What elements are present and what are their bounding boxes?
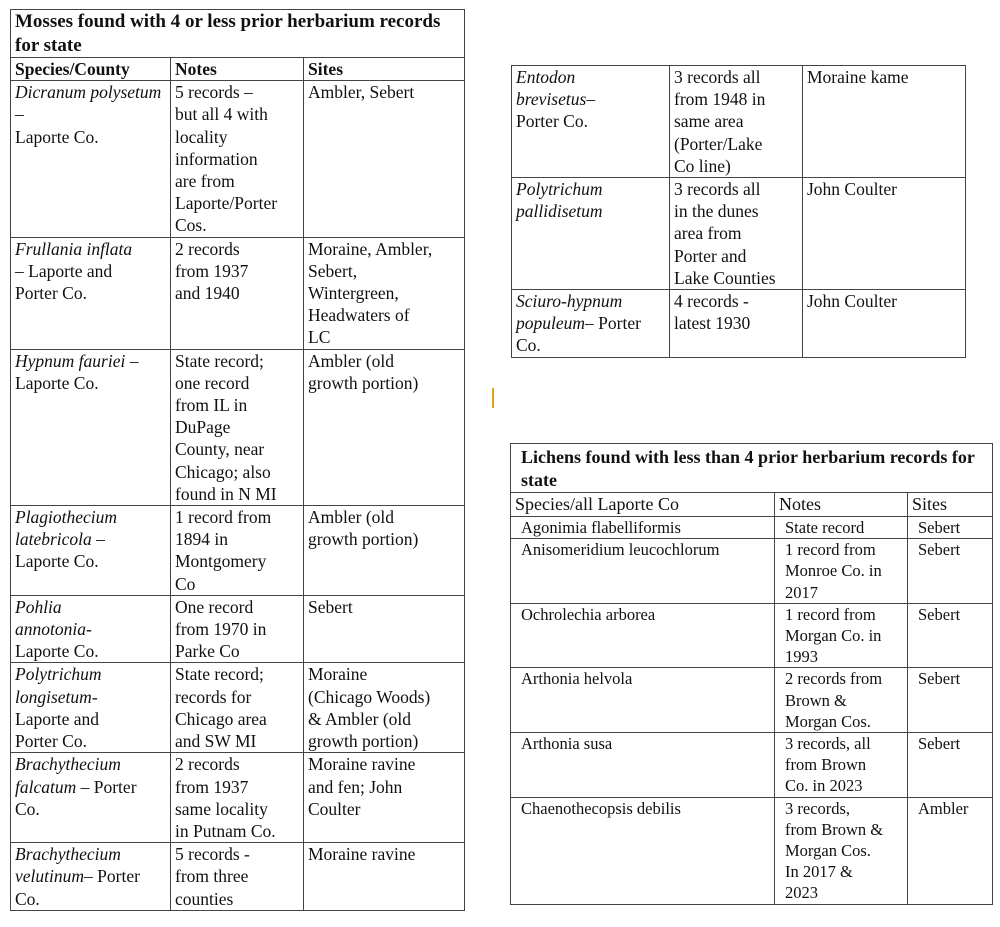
table-row bbox=[511, 668, 993, 733]
column-header-notes: Notes bbox=[171, 58, 304, 81]
sites-cell: Sebert bbox=[908, 603, 993, 668]
species-name: Polytrichum longisetum bbox=[15, 664, 102, 707]
notes-cell: 3 records, all from Brown Co. in 2023 bbox=[775, 733, 908, 798]
header-row bbox=[11, 58, 465, 81]
sites-cell: Moraine kame bbox=[803, 66, 966, 178]
county-text: – Laporte Co. bbox=[15, 104, 99, 147]
column-header-sites: Sites bbox=[908, 493, 993, 517]
species-name: Frullania inflata bbox=[15, 238, 133, 259]
species-cell: Arthonia susa bbox=[511, 733, 775, 798]
species-cell bbox=[11, 349, 171, 505]
notes-cell: 1 record from 1894 in Montgomery Co bbox=[171, 506, 304, 596]
county-text: – Laporte Co. bbox=[15, 350, 139, 393]
mosses-table-continued bbox=[511, 65, 966, 358]
table-row bbox=[511, 797, 993, 904]
notes-cell: One record from 1970 in Parke Co bbox=[171, 595, 304, 663]
notes-cell: 3 records all from 1948 in same area (Porter/Lake Co line) bbox=[670, 66, 803, 178]
county-text: – Porter Co. bbox=[516, 89, 596, 132]
species-cell bbox=[11, 663, 171, 753]
table-row bbox=[11, 753, 465, 843]
notes-cell: 1 record from Monroe Co. in 2017 bbox=[775, 539, 908, 604]
species-name: Entodon brevisetus bbox=[516, 67, 587, 110]
lichens-table bbox=[510, 443, 993, 905]
sites-cell: John Coulter bbox=[803, 178, 966, 290]
county-text: - Laporte and Porter Co. bbox=[15, 686, 100, 752]
table-row bbox=[511, 733, 993, 798]
species-cell: Anisomeridium leucochlorum bbox=[511, 539, 775, 604]
county-text: – Porter Co. bbox=[516, 313, 641, 356]
species-cell bbox=[11, 237, 171, 349]
species-cell: Agonimia flabelliformis bbox=[511, 517, 775, 539]
sites-cell: Sebert bbox=[304, 595, 465, 663]
table-row bbox=[11, 506, 465, 596]
header-row bbox=[511, 493, 993, 517]
county-text: – Laporte and Porter Co. bbox=[15, 260, 113, 304]
species-cell bbox=[11, 81, 171, 237]
notes-cell: 5 records – but all 4 with locality information are from Laporte/Porter Cos. bbox=[171, 81, 304, 237]
species-name: Pohlia annotonia bbox=[15, 596, 86, 640]
species-cell: Arthonia helvola bbox=[511, 668, 775, 733]
notes-cell: State record; one record from IL in DuPage County, near Chicago; also found in N MI bbox=[171, 349, 304, 505]
sites-cell: Sebert bbox=[908, 517, 993, 539]
species-cell: Ochrolechia arborea bbox=[511, 603, 775, 668]
county-text: – Porter Co. bbox=[15, 866, 140, 909]
species-name: Polytrichum pallidisetum bbox=[516, 179, 603, 222]
table-row bbox=[512, 290, 966, 358]
sites-cell: Ambler, Sebert bbox=[304, 81, 465, 237]
table-row bbox=[511, 517, 993, 539]
notes-cell: 2 records from 1937 same locality in Putnam Co. bbox=[171, 753, 304, 843]
table-caption: Mosses found with 4 or less prior herbarium records for state bbox=[11, 10, 465, 58]
column-header-species: Species/County bbox=[11, 58, 171, 81]
species-cell bbox=[11, 843, 171, 911]
table-row bbox=[11, 843, 465, 911]
sites-cell: Moraine ravine and fen; John Coulter bbox=[304, 753, 465, 843]
county-text: – Laporte Co. bbox=[15, 529, 105, 572]
notes-cell: 1 record from Morgan Co. in 1993 bbox=[775, 603, 908, 668]
species-cell bbox=[11, 595, 171, 663]
column-header-notes: Notes bbox=[775, 493, 908, 517]
sites-cell: Sebert bbox=[908, 733, 993, 798]
notes-cell: 2 records from 1937 and 1940 bbox=[171, 237, 304, 349]
species-cell bbox=[512, 178, 670, 290]
sites-cell: Sebert bbox=[908, 539, 993, 604]
table-row bbox=[11, 349, 465, 505]
species-name: Brachythecium velutinum bbox=[15, 844, 121, 887]
sites-cell: Ambler bbox=[908, 797, 993, 904]
notes-cell: 3 records all in the dunes area from Porter and Lake Counties bbox=[670, 178, 803, 290]
species-name: Sciuro-hypnum populeum bbox=[516, 291, 623, 334]
table-row bbox=[11, 663, 465, 753]
species-cell: Chaenothecopsis debilis bbox=[511, 797, 775, 904]
species-name: Plagiothecium latebricola bbox=[15, 507, 118, 550]
sites-cell: Moraine, Ambler, Sebert, Wintergreen, Headwaters of LC bbox=[304, 237, 465, 349]
county-text: - Laporte Co. bbox=[15, 619, 99, 662]
sites-cell: Moraine (Chicago Woods) & Ambler (old growth portion) bbox=[304, 663, 465, 753]
table-row bbox=[512, 178, 966, 290]
table-row bbox=[11, 237, 465, 349]
species-name: Hypnum fauriei bbox=[15, 350, 126, 371]
notes-cell: State record; records for Chicago area and SW MI bbox=[171, 663, 304, 753]
sites-cell: Ambler (old growth portion) bbox=[304, 506, 465, 596]
notes-cell: 2 records from Brown & Morgan Cos. bbox=[775, 668, 908, 733]
species-name: Brachythecium falcatum bbox=[15, 754, 121, 797]
species-cell bbox=[11, 753, 171, 843]
county-text: – Porter Co. bbox=[15, 776, 137, 819]
column-header-sites: Sites bbox=[304, 58, 465, 81]
column-header-species: Species/all Laporte Co bbox=[511, 493, 775, 517]
species-cell bbox=[11, 506, 171, 596]
sites-cell: Ambler (old growth portion) bbox=[304, 349, 465, 505]
table-row bbox=[511, 603, 993, 668]
table-row bbox=[511, 539, 993, 604]
sites-cell: Moraine ravine bbox=[304, 843, 465, 911]
notes-cell: 3 records, from Brown & Morgan Cos. In 2017 & 2023 bbox=[775, 797, 908, 904]
sites-cell: John Coulter bbox=[803, 290, 966, 358]
mosses-table bbox=[10, 9, 465, 911]
table-row bbox=[11, 595, 465, 663]
notes-cell: 4 records - latest 1930 bbox=[670, 290, 803, 358]
notes-cell: State record bbox=[775, 517, 908, 539]
table-row bbox=[512, 66, 966, 178]
species-name: Dicranum polysetum bbox=[15, 82, 162, 103]
table-caption: Lichens found with less than 4 prior herbarium records for state bbox=[511, 444, 993, 493]
table-row bbox=[11, 81, 465, 237]
text-cursor bbox=[492, 388, 494, 408]
notes-cell: 5 records - from three counties bbox=[171, 843, 304, 911]
sites-cell: Sebert bbox=[908, 668, 993, 733]
species-cell bbox=[512, 66, 670, 178]
species-cell bbox=[512, 290, 670, 358]
